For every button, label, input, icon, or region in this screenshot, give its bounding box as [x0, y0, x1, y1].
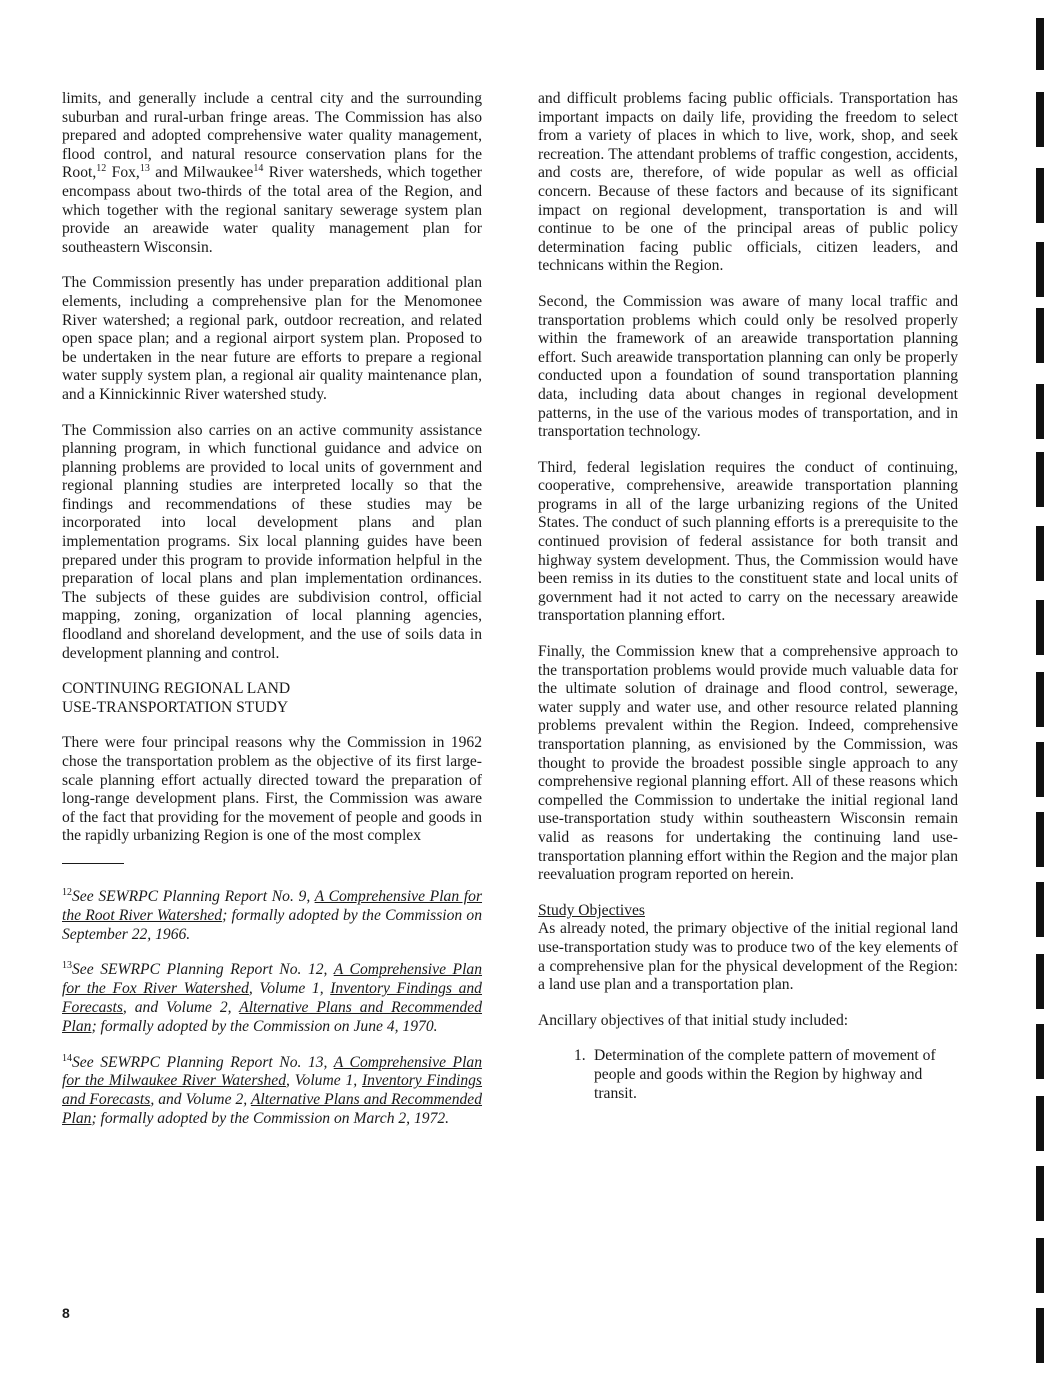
- registration-mark: [1036, 742, 1044, 797]
- registration-mark: [1036, 954, 1044, 1009]
- registration-mark: [1036, 1308, 1044, 1363]
- registration-mark: [1036, 882, 1044, 937]
- section-heading: [62, 680, 482, 717]
- left-paragraph-1: limits, and generally include a central city and the surrounding suburban and rural-urban fringe areas. The Commission has also prepared and adopted comprehensive water quality management, flood control, and natural resource conservation plans for the Root,$^{12}$ Fox,$^{13}$ and Milwaukee$^{14}$ River watersheds, which together encompass about two-thirds of the total area of the Region, and which together with the regional sanitary sewerage system plan provide an areawide water quality management plan for southeastern Wisconsin.: [62, 90, 482, 256]
- left-paragraph-2: The Commission presently has under preparation additional plan elements, including a comprehensive plan for the Menomonee River watershed; a regional park, outdoor recreation, and related open space plan; and a regional airport system plan. Proposed to be undertaken in the near future are efforts to prepare a regional water supply system plan, a regional air quality maintenance plan, and a Kinnickinnic River watershed study.: [62, 274, 482, 403]
- footnote-12: $^{12}$See SEWRPC Planning Report No. 9, A Comprehensive Plan for the Root River Watershed; formally adopted by the Commission on September 22, 1966.: [62, 886, 483, 943]
- registration-mark: [1036, 92, 1044, 147]
- right-paragraph-2: Second, the Commission was aware of many local traffic and transportation problems which could only be resolved properly within the framework of an areawide transportation planning effort. Such areawide transportation planning can only be properly conducted upon a foundation of sound transportation planning data, including data about changes in regional development patterns, in the use of the various modes of transportation, and in transportation technology.: [538, 292, 958, 441]
- registration-mark: [1036, 1096, 1044, 1151]
- registration-mark: [1036, 812, 1044, 867]
- registration-mark: [1036, 526, 1044, 581]
- left-column: [62, 90, 482, 1146]
- right-paragraph-1: and difficult problems facing public officials. Transportation has important impacts on daily life, providing the freedom to select from a variety of places in which to live, work, shop, and seek recreation. The attendant problems of traffic congestion, accidents, and costs are, therefore, of wide popular as well as official concern. Because of these factors and because of its significant impact on regional development, transportation is and will continue to be one of the principal areas of public policy determination facing public officials, citizen leaders, and technicans within the Region.: [538, 90, 958, 275]
- registration-mark: [1036, 1024, 1044, 1079]
- registration-mark: [1036, 672, 1044, 727]
- right-paragraph-3: Third, federal legislation requires the conduct of continuing, cooperative, comprehensive, areawide transportation planning programs in all of the large urbanizing regions of the United States. The conduct of such planning efforts is a prerequisite to the continued provision of federal assistance for both transit and highway system development. Thus, the Commission would have been remiss in its duties to the constituent state and local units of government had it not acted to carry on the necessary areawide transportation planning effort.: [538, 458, 958, 625]
- right-paragraph-4: Finally, the Commission knew that a comprehensive approach to the transportation problems would provide much valuable data for the ultimate solution of drainage and flood control, sewerage, water supply and water use, and other resource related planning problems prevalent within the Region. Indeed, comprehensive transportation planning, as envisioned by the Commission, was thought to provide the broadest possible single approach to any comprehensive regional planning effort. All of these reasons which compelled the Commission to undertake the initial regional land use-transportation study within southeastern Wisconsin remain valid as reasons for undertaking the continuing land use-transportation planning effort within the Region and the major plan reevaluation program reported on herein.: [538, 643, 958, 884]
- list-item: [538, 1047, 958, 1103]
- left-paragraph-3: The Commission also carries on an active community assistance planning program, in which functional guidance and advice on planning problems are provided to local units of government and regional planning studies are interpreted locally so that the findings and recommendations of these studies may be incorporated into local development plans and plan implementation programs. Six local planning guides have been prepared under this program to provide information helpful in the preparation of local plans and plan implementation ordinances. The subjects of these guides are subdivision control, official mapping, zoning, organization of local planning agencies, floodland and shoreland development, and the use of soils data in development planning and control.: [62, 421, 482, 662]
- registration-mark: [1036, 452, 1044, 507]
- footnote-14: $^{14}$See SEWRPC Planning Report No. 13, A Comprehensive Plan for the Milwaukee River Watershed, Volume 1, Inventory Findings and Forecasts, and Volume 2, Alternative Plans and Recommended Plan; formally adopted by the Commission on March 2, 1972.: [62, 1052, 483, 1127]
- registration-mark: [1036, 384, 1044, 439]
- study-objectives-subheading: Study Objectives: [538, 901, 645, 919]
- registration-mark: [1036, 1166, 1044, 1221]
- page-number: 8: [62, 1305, 70, 1321]
- left-paragraph-4: There were four principal reasons why the Commission in 1962 chose the transportation problem as the objective of its first large-scale planning effort actually directed toward the preparation of long-range development plans. First, the Commission was aware of the fact that providing for the movement of people and goods in the rapidly urbanizing Region is one of the most complex: [62, 734, 482, 845]
- section-heading-line-1: CONTINUING REGIONAL LAND: [62, 680, 291, 698]
- scan-registration-marks: [1036, 0, 1046, 1379]
- list-item-text: Determination of the complete pattern of movement of people and goods within the Region by highway and transit.: [594, 1047, 936, 1102]
- registration-mark: [1036, 600, 1044, 655]
- study-objectives-block: [538, 902, 958, 995]
- registration-mark: [1036, 18, 1044, 70]
- registration-mark: [1036, 168, 1044, 223]
- registration-mark: [1036, 308, 1044, 363]
- footnote-rule: [62, 863, 124, 864]
- right-paragraph-6: Ancillary objectives of that initial study included:: [538, 1011, 849, 1029]
- registration-mark: [1036, 242, 1044, 297]
- footnote-13: $^{13}$See SEWRPC Planning Report No. 12, A Comprehensive Plan for the Fox River Watershed, Volume 1, Inventory Findings and Forecasts, and Volume 2, Alternative Plans and Recommended Plan; formally adopted by the Commission on June 4, 1970.: [62, 960, 483, 1035]
- list-item-number: 1.: [574, 1047, 586, 1065]
- right-column: [538, 90, 958, 1103]
- section-heading-line-2: USE-TRANSPORTATION STUDY: [62, 698, 289, 716]
- registration-mark: [1036, 1238, 1044, 1293]
- right-paragraph-5: As already noted, the primary objective of the initial regional land use-transportation study was to produce two of the key elements of a comprehensive plan for the physical development of the Region: a land use plan and a transportation plan.: [538, 920, 958, 994]
